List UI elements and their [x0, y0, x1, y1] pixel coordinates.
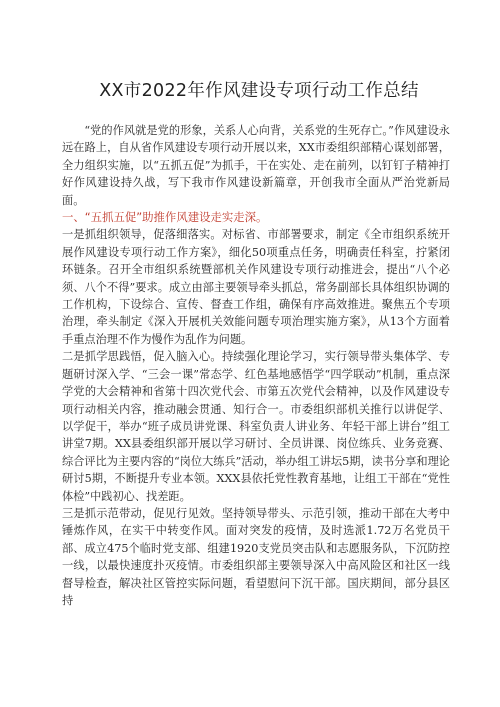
document-title: XX市2022年作风建设专项行动工作总结: [99, 81, 419, 101]
body-paragraph-2: 二是抓学思践悟，促入脑入心。持续强化理论学习，实行领导带头集体学、专题研讨深入学、“三会一课”常态学、红色基地感悟学“四学联动”机制，重点深学党的大会精神和省第十四次党代会、市第五次党代会精神，以及作风建设专项行动相关内容，推动融会贯通、知行合一。市委组织部机关推行以讲促学、以学促干，举办“班子成员讲党课、科室负责人讲业务、年轻干部上讲台”组工讲堂7期。XX县委组织部开展以学习研讨、全员讲课、岗位练兵、业务竞赛、综合评比为主要内容的“岗位大练兵”活动，举办组工讲坛5期，读书分享和理论研讨5期，不断提升专业本领。XXX县依托党性教育基地，让组工干部在“党性体检”中践初心、找差距。: [62, 350, 450, 503]
body-paragraph-3: 三是抓示范带动，促见行见效。坚持领导带头、示范引领，推动干部在大考中锤炼作风，在实干中转变作风。面对突发的疫情，及时选派1.72万名党员干部、成立475个临时党支部、组建1920支党员突击队和志愿服务队，下沉防控一线，以最快速度扑灭疫情。市委组织部主要领导深入中高风险区和社区一线督导检查，解决社区管控实际问题，看望慰问下沉干部。国庆期间，部分县区持: [62, 506, 450, 607]
document-body: [62, 122, 450, 609]
body-paragraph-1: 一是抓组织领导，促落细落实。对标省、市部署要求，制定《全市组织系统开展作风建设专项行动工作方案》，细化50项重点任务，明确责任科室，拧紧闭环链条。召开全市组织系统暨部机关作风建设专项行动推进会，提出“八个必须、八个不得”要求。成立由部主要领导牵头抓总，常务副部长具体组织协调的工作机构，下设综合、宣传、督查工作组，确保有序高效推进。聚焦五个专项治理，牵头制定《深入开展机关效能问题专项治理实施方案》，从13个方面着手重点治理不作为慢作为乱作为问题。: [62, 228, 450, 346]
section-heading-1: 一、“五抓五促”助推作风建设走实走深。: [62, 210, 268, 225]
intro-paragraph: “党的作风就是党的形象，关系人心向背，关系党的生死存亡。”作风建设永远在路上，自从省作风建设专项行动开展以来，XX市委组织部精心谋划部署，全力组织实施，以“五抓五促”为抓手，干在实处、走在前列，以钉钉子精神打好作风建设持久战，写下我市作风建设新篇章，开创我市全面从严治党新局面。: [62, 124, 450, 207]
